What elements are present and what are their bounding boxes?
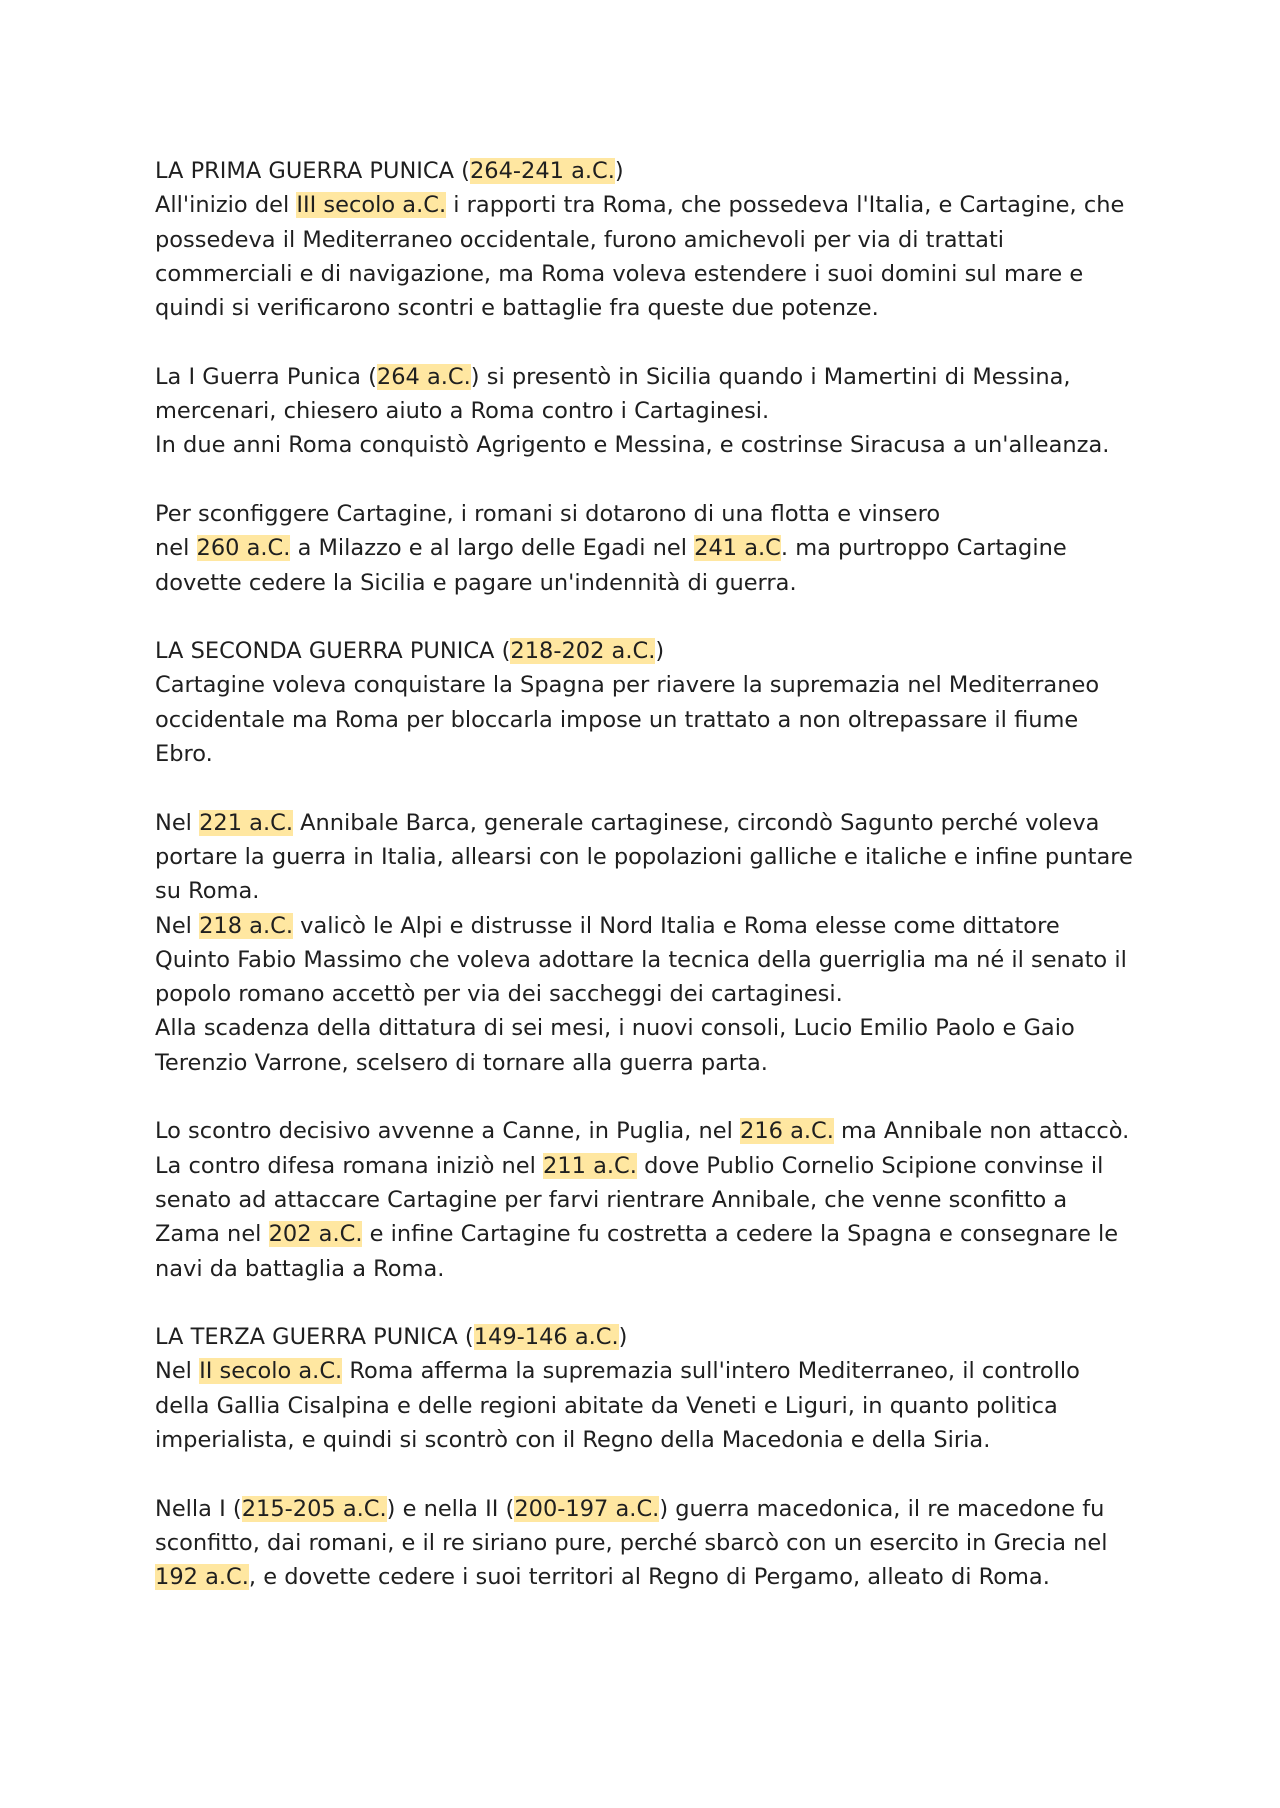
text-run: La I Guerra Punica ( (155, 363, 377, 390)
highlighted-date: 218 a.C. (199, 912, 293, 939)
paragraph-gap (155, 463, 1135, 497)
text-run: LA PRIMA GUERRA PUNICA ( (155, 158, 470, 184)
paragraph (155, 154, 1135, 325)
text-run: Nella I ( (155, 1495, 242, 1522)
text-run: i rapporti tra Roma, che possedeva l'Italia, e Cartagine, che possedeva il Mediterraneo occidentale, furono amichevoli per via di trattati commerciali e di navigazione, ma Roma voleva estendere i suoi domini sul mare e quindi si verificarono scontri e battaglie fra queste due potenze. (155, 192, 1125, 322)
paragraph-gap (155, 600, 1135, 634)
text-run: In due anni Roma conquistò Agrigento e Messina, e costrinse Siracusa a un'alleanza. (155, 432, 1110, 459)
text-run: ) guerra macedonica, il re macedone fu sconfitto, dai romani, e il re siriano pure, perché sbarcò con un esercito in Grecia nel (155, 1495, 1108, 1556)
highlighted-date: 260 a.C. (196, 535, 291, 562)
text-run: ma Annibale non attaccò. (833, 1118, 1130, 1145)
highlighted-date: 241 a.C (694, 535, 781, 562)
text-run: , e dovette cedere i suoi territori al Regno di Pergamo, alleato di Roma. (248, 1564, 1050, 1591)
paragraph (155, 497, 1135, 600)
paragraph-gap (155, 771, 1135, 805)
paragraph-gap (155, 1286, 1135, 1320)
text-run: Nel (155, 912, 200, 939)
text-run: ) e nella II ( (386, 1495, 515, 1522)
highlighted-date: 211 a.C. (543, 1152, 637, 1179)
paragraph (155, 806, 1135, 1080)
text-run: ) (618, 1324, 628, 1351)
text-run: Roma afferma la supremazia sull'intero Mediterraneo, il controllo della Gallia Cisalpina e delle regioni abitate da Veneti e Liguri, in quanto politica imperialista, e quindi si scontrò con il Regno della Macedonia e della Siria. (155, 1358, 1080, 1453)
text-run: valicò le Alpi e distrusse il Nord Italia e Roma elesse come dittatore Quinto Fabio Massimo che voleva adottare la tecnica della guerriglia ma né il senato il popolo romano accettò per via dei saccheggi dei cartaginesi. (155, 912, 1127, 1008)
text-run: All'inizio del (155, 192, 297, 219)
text-run: Alla scadenza della dittatura di sei mesi, i nuovi consoli, Lucio Emilio Paolo e Gaio Terenzio Varrone, scelsero di tornare alla guerra parta. (155, 1015, 1075, 1076)
highlighted-date: 221 a.C. (199, 809, 293, 836)
paragraph (155, 1320, 1135, 1457)
text-run: Lo scontro decisivo avvenne a Canne, in Puglia, nel (155, 1118, 740, 1145)
highlighted-date: 200-197 a.C. (514, 1495, 660, 1522)
paragraph (155, 1114, 1135, 1285)
text-run: Nel (155, 1358, 200, 1385)
document-body (155, 154, 1135, 1594)
text-run: La contro difesa romana iniziò nel (155, 1152, 544, 1179)
highlighted-date: 149-146 a.C. (473, 1324, 619, 1351)
text-run: e infine Cartagine fu costretta a cedere la Spagna e consegnare le navi da battaglia a Roma. (155, 1221, 1119, 1282)
highlighted-date: 264 a.C. (376, 363, 471, 390)
highlighted-date: 218-202 a.C. (510, 638, 656, 665)
text-run: LA TERZA GUERRA PUNICA ( (155, 1324, 474, 1351)
paragraph-gap (155, 1457, 1135, 1491)
highlighted-date: 264-241 a.C. (469, 158, 615, 184)
text-run: Annibale Barca, generale cartaginese, circondò Sagunto perché voleva portare la guerra in Italia, allearsi con le popolazioni galliche e italiche e infine puntare su Roma. (155, 809, 1133, 905)
text-run: . ma purtroppo Cartagine dovette cedere la Sicilia e pagare un'indennità di guerra. (155, 535, 1067, 596)
paragraph (155, 634, 1135, 771)
highlighted-date: 202 a.C. (268, 1221, 363, 1248)
paragraph-gap (155, 325, 1135, 359)
paragraph (155, 360, 1135, 463)
text-run: ) (655, 638, 665, 665)
text-run: ) (614, 158, 624, 184)
highlighted-date: 192 a.C. (155, 1564, 249, 1591)
paragraph (155, 1492, 1135, 1595)
text-run: ) si presentò in Sicilia quando i Mamertini di Messina, mercenari, chiesero aiuto a Roma contro i Cartaginesi. (155, 363, 1071, 425)
text-run: nel (155, 535, 197, 562)
text-run: Nel (155, 809, 200, 836)
text-run: a Milazzo e al largo delle Egadi nel (290, 535, 695, 562)
text-run: Cartagine voleva conquistare la Spagna per riavere la supremazia nel Mediterraneo occidentale ma Roma per bloccarla impose un trattato a non oltrepassare il fiume Ebro. (155, 672, 1100, 768)
highlighted-date: II secolo a.C. (199, 1358, 343, 1385)
text-run: Per sconfiggere Cartagine, i romani si dotarono di una flotta e vinsero (155, 500, 941, 527)
highlighted-date: III secolo a.C. (296, 192, 447, 219)
paragraph-gap (155, 1080, 1135, 1114)
highlighted-date: 216 a.C. (740, 1118, 834, 1145)
highlighted-date: 215-205 a.C. (241, 1495, 387, 1522)
text-run: LA SECONDA GUERRA PUNICA ( (155, 638, 511, 665)
text-run: dove Publio Cornelio Scipione convinse il senato ad attaccare Cartagine per farvi rientrare Annibale, che venne sconfitto a Zama nel (155, 1152, 1104, 1248)
